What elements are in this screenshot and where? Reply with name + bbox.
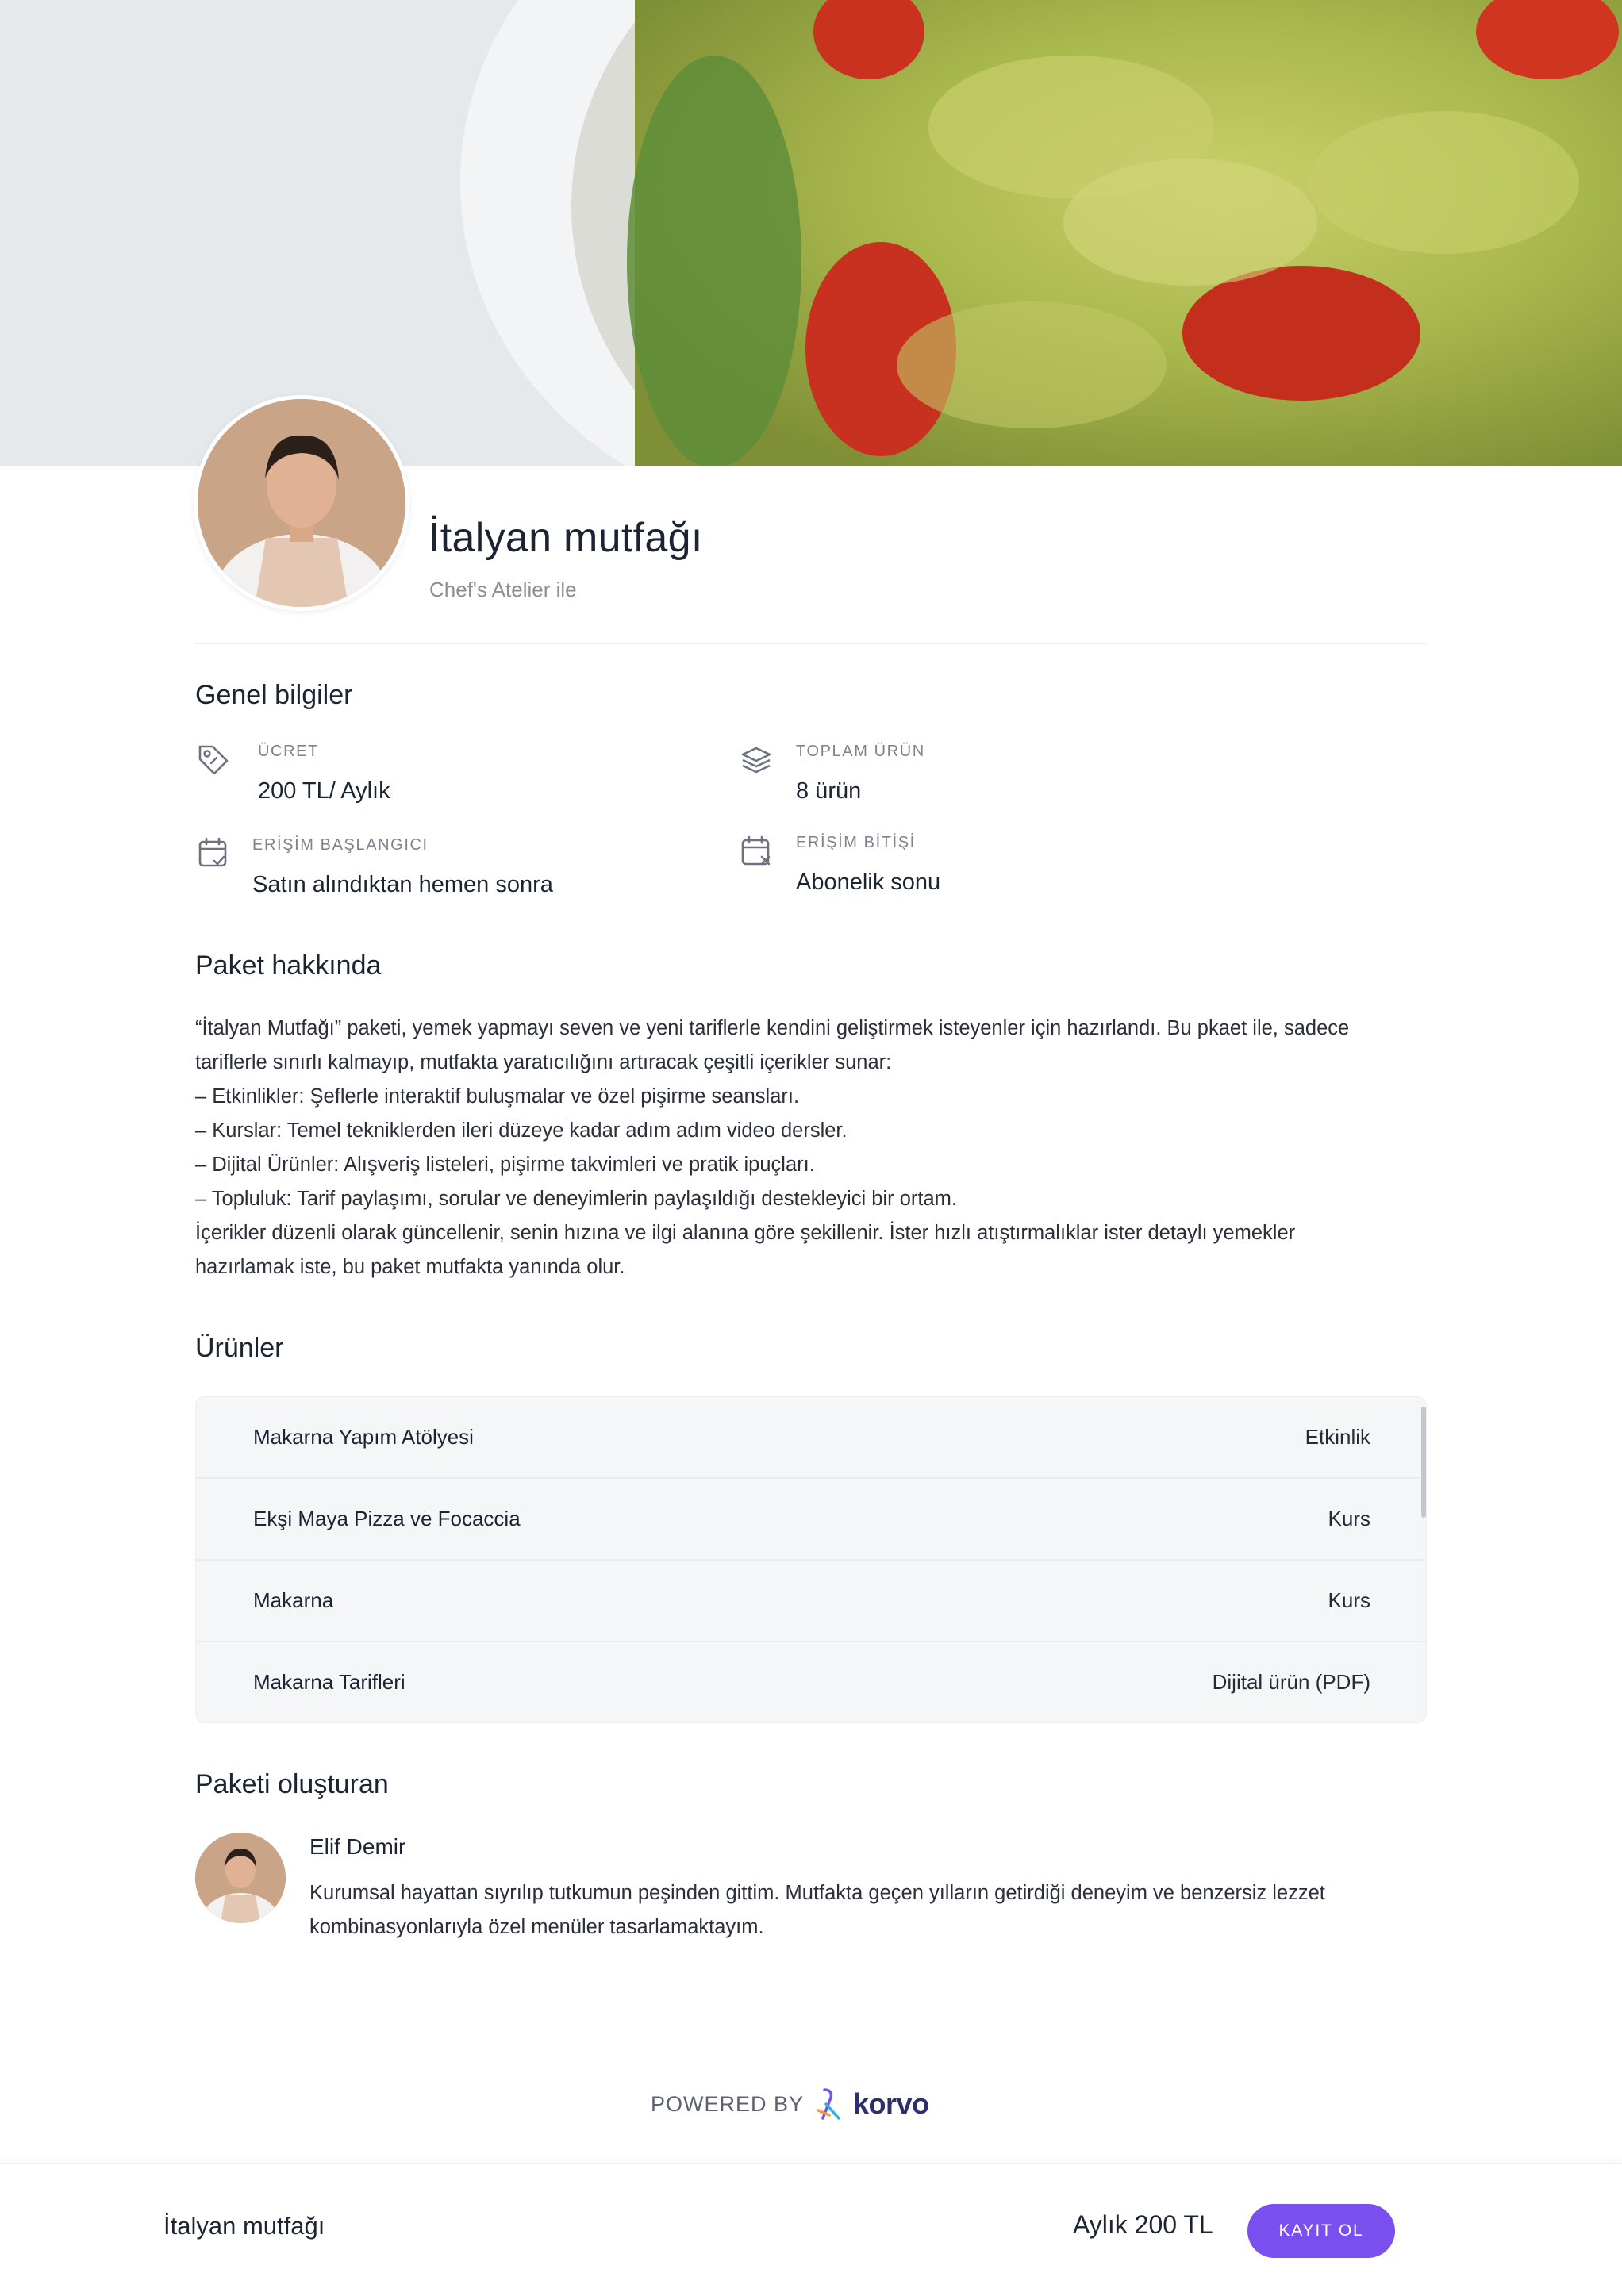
bottom-bar-title: İtalyan mutfağı xyxy=(163,2212,325,2240)
calendar-check-icon xyxy=(195,835,232,871)
hero-image xyxy=(0,0,1622,466)
about-line: – Etkinlikler: Şeflerle interaktif buluşmalar ve özel pişirme seansları. xyxy=(195,1085,800,1108)
about-text xyxy=(195,1012,1433,1284)
total-label: TOPLAM ÜRÜN xyxy=(796,743,925,760)
access-start-label: ERİŞİM BAŞLANGICI xyxy=(252,836,429,854)
about-line: – Topluluk: Tarif paylaşımı, sorular ve deneyimlerin paylaşıldığı destekleyici bir ortam. xyxy=(195,1188,957,1210)
access-start-value: Satın alındıktan hemen sonra xyxy=(252,872,553,897)
product-type: Kurs xyxy=(1328,1588,1370,1612)
products-scrollbar[interactable] xyxy=(1421,1407,1426,1518)
product-row[interactable] xyxy=(196,1642,1427,1723)
about-heading: Paket hakkında xyxy=(195,950,382,981)
products-heading: Ürünler xyxy=(195,1333,284,1363)
page-subtitle: Chef's Atelier ile xyxy=(429,578,577,601)
creator-bio xyxy=(309,1876,1436,1945)
creator-heading: Paketi oluşturan xyxy=(195,1769,389,1799)
access-end-label: ERİŞİM BİTİŞİ xyxy=(796,834,916,851)
product-row[interactable] xyxy=(196,1479,1427,1561)
korvo-brand: korvo xyxy=(853,2087,929,2120)
price-tag-icon xyxy=(195,742,232,778)
creator-avatar xyxy=(195,1833,286,1923)
product-type: Etkinlik xyxy=(1305,1425,1370,1449)
calendar-x-icon xyxy=(738,833,774,870)
korvo-logo-icon xyxy=(815,2087,842,2121)
powered-by-text: POWERED BY xyxy=(651,2091,805,2116)
pasta-dish-illustration xyxy=(0,0,1622,466)
product-name: Makarna Yapım Atölyesi xyxy=(253,1425,474,1449)
about-line: tariflerle sınırlı kalmayıp, mutfakta yaratıcılığını artıracak çeşitli içerikler sunar: xyxy=(195,1051,892,1073)
about-line: İçerikler düzenli olarak güncellenir, senin hızına ve ilgi alanına göre şekillenir. İster hızlı atıştırmalıklar ister detaylı yemekler xyxy=(195,1222,1296,1244)
about-line: – Kurslar: Temel tekniklerden ileri düzeye kadar adım adım video dersler. xyxy=(195,1119,848,1142)
creator-bio-line: kombinasyonlarıyla özel menüler tasarlamaktayım. xyxy=(309,1916,764,1938)
chef-avatar xyxy=(194,395,409,611)
bottom-bar xyxy=(0,2163,1622,2296)
register-button[interactable]: KAYIT OL xyxy=(1247,2204,1395,2258)
divider xyxy=(195,643,1427,644)
product-name: Ekşi Maya Pizza ve Focaccia xyxy=(253,1507,521,1530)
bottom-bar-price: Aylık 200 TL xyxy=(1073,2210,1213,2239)
product-row[interactable] xyxy=(196,1561,1427,1642)
about-line: hazırlamak iste, bu paket mutfakta yanında olur. xyxy=(195,1256,625,1278)
general-heading: Genel bilgiler xyxy=(195,680,353,710)
access-end-value: Abonelik sonu xyxy=(796,870,941,895)
page-title: İtalyan mutfağı xyxy=(429,515,703,561)
fee-value: 200 TL/ Aylık xyxy=(258,778,390,804)
powered-by[interactable] xyxy=(651,2087,929,2121)
about-line: – Dijital Ürünler: Alışveriş listeleri, pişirme takvimleri ve pratik ipuçları. xyxy=(195,1154,815,1176)
about-line: “İtalyan Mutfağı” paketi, yemek yapmayı seven ve yeni tariflerle kendini geliştirmek isteyenler için hazırlandı. Bu pkaet ile, sadece xyxy=(195,1017,1350,1039)
products-list[interactable] xyxy=(195,1396,1427,1723)
product-name: Makarna Tarifleri xyxy=(253,1670,406,1694)
product-type: Dijital ürün (PDF) xyxy=(1212,1670,1370,1694)
product-name: Makarna xyxy=(253,1588,334,1612)
total-value: 8 ürün xyxy=(796,778,862,804)
creator-bio-line: Kurumsal hayattan sıyrılıp tutkumun peşinden gittim. Mutfakta geçen yılların getirdiği deneyim ve benzersiz lezzet xyxy=(309,1882,1325,1904)
fee-label: ÜCRET xyxy=(258,743,319,760)
product-row[interactable] xyxy=(196,1397,1427,1479)
creator-name: Elif Demir xyxy=(309,1834,406,1859)
layers-icon xyxy=(738,742,774,778)
product-type: Kurs xyxy=(1328,1507,1370,1530)
